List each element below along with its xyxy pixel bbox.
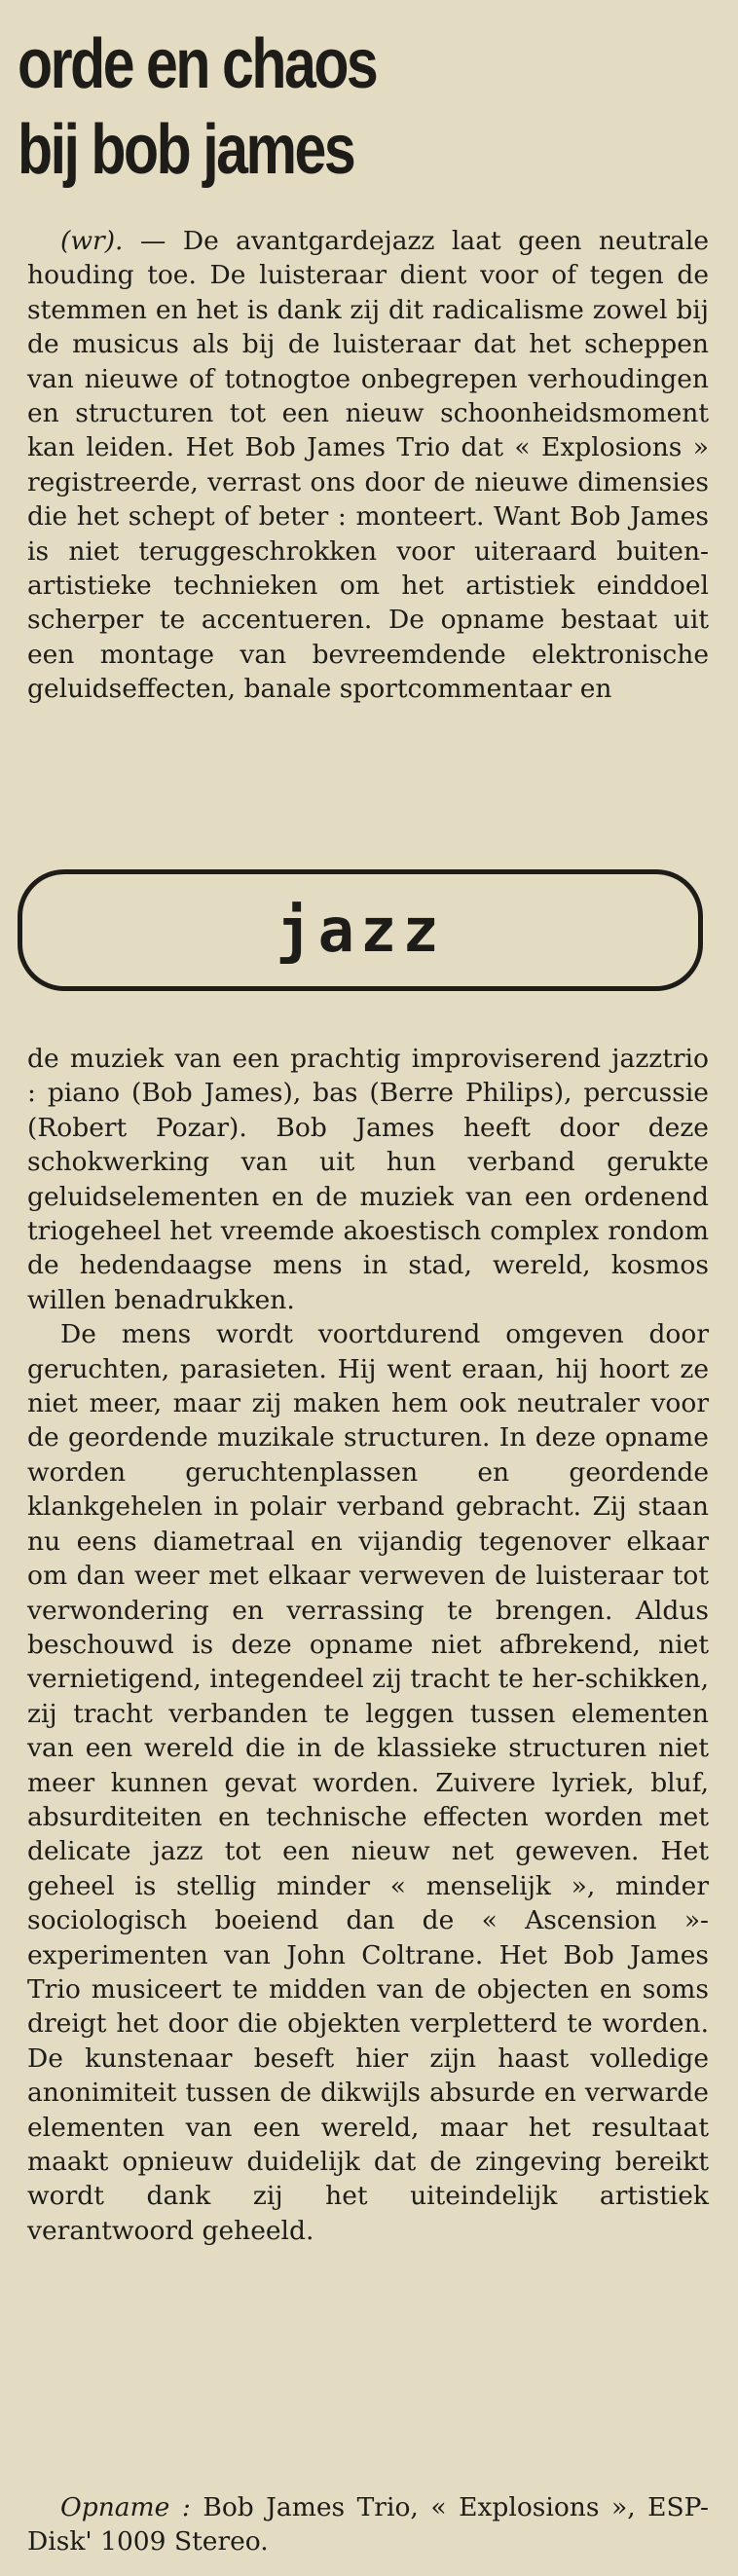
intro-text: — De avantgardejazz laat geen neutrale houding toe. De luisteraar dient voor of tegen de stemmen en het is dank zij dit radicalisme zowel bij de musicus als bij de luisteraar dat het scheppen van nieuwe of totnogtoe onbegrepen verhoudingen en structuren tot een nieuw schoonheidsmoment kan leiden. Het Bob James Trio dat « Explosions » registreerde, verrast ons door de nieuwe dimensies die het schept of beter : monteert. Want Bob James is niet teruggeschrokken voor uiteraard buiten-artistieke technieken om het artistiek einddoel scherper te accentueren. De opname bestaat uit een montage van bevreemdende elektronische geluidseffecten, banale sportcommentaar en (27, 226, 709, 705)
intro-paragraph (27, 224, 709, 707)
headline-line-1: orde en chaos (18, 25, 377, 103)
article-body (27, 1042, 709, 2248)
author-initials: (wr). (60, 226, 124, 256)
article-intro (27, 224, 709, 707)
recording-credit (27, 2490, 709, 2559)
banner-word: jazz (276, 895, 445, 966)
section-banner (18, 869, 703, 991)
headline-line-2: bij bob james (18, 111, 354, 189)
credit-text: Bob James Trio, « Explosions », ESP-Disk' 1009 Stereo. (27, 2492, 710, 2558)
paragraph-2: De mens wordt voortdurend omgeven door geruchten, parasieten. Hij went eraan, hij hoort ze niet meer, maar zij maken hem ook neutraler voor de geordende muzikale structuren. In deze opname worden geruchtenplassen en geordende klankgehelen in polair verband gebracht. Zij staan nu eens diametraal en vijandig tegenover elkaar om dan weer met elkaar verweven de luisteraar tot verwondering en verrassing te brengen. Aldus beschouwd is deze opname niet afbrekend, niet vernietigend, integendeel zij tracht te her-schikken, zij tracht verbanden te leggen tussen elementen van een wereld die in de klassieke structuren niet meer kunnen gevat worden. Zuivere lyriek, bluf, absurditeiten en technische effecten worden met delicate jazz tot een nieuw net geweven. Het geheel is stellig minder « menselijk », minder sociologisch boeiend dan de « Ascension »-experimenten van John Coltrane. Het Bob James Trio musiceert te midden van de objecten en soms dreigt het door die objekten verpletterd te worden. De kunstenaar beseft hier zijn haast volledige anonimiteit tussen de dikwijls absurde en verwarde elementen van een wereld, maar het resultaat maakt opnieuw duidelijk dat de zingeving bereikt wordt dank zij het uiteindelijk artistiek verantwoord geheeld. (27, 1319, 709, 2246)
credit-label: Opname : (60, 2492, 191, 2522)
continuation-paragraph: de muziek van een prachtig improviserend jazztrio : piano (Bob James), bas (Berre Philips), percussie (Robert Pozar). Bob James heeft door deze schokwerking van uit hun verband gerukte geluidselementen en de muziek van een ordenend triogeheel het vreemde akoestisch complex rondom de hedendaagse mens in stad, wereld, kosmos willen benadrukken. (27, 1044, 709, 1315)
headline (18, 21, 592, 193)
